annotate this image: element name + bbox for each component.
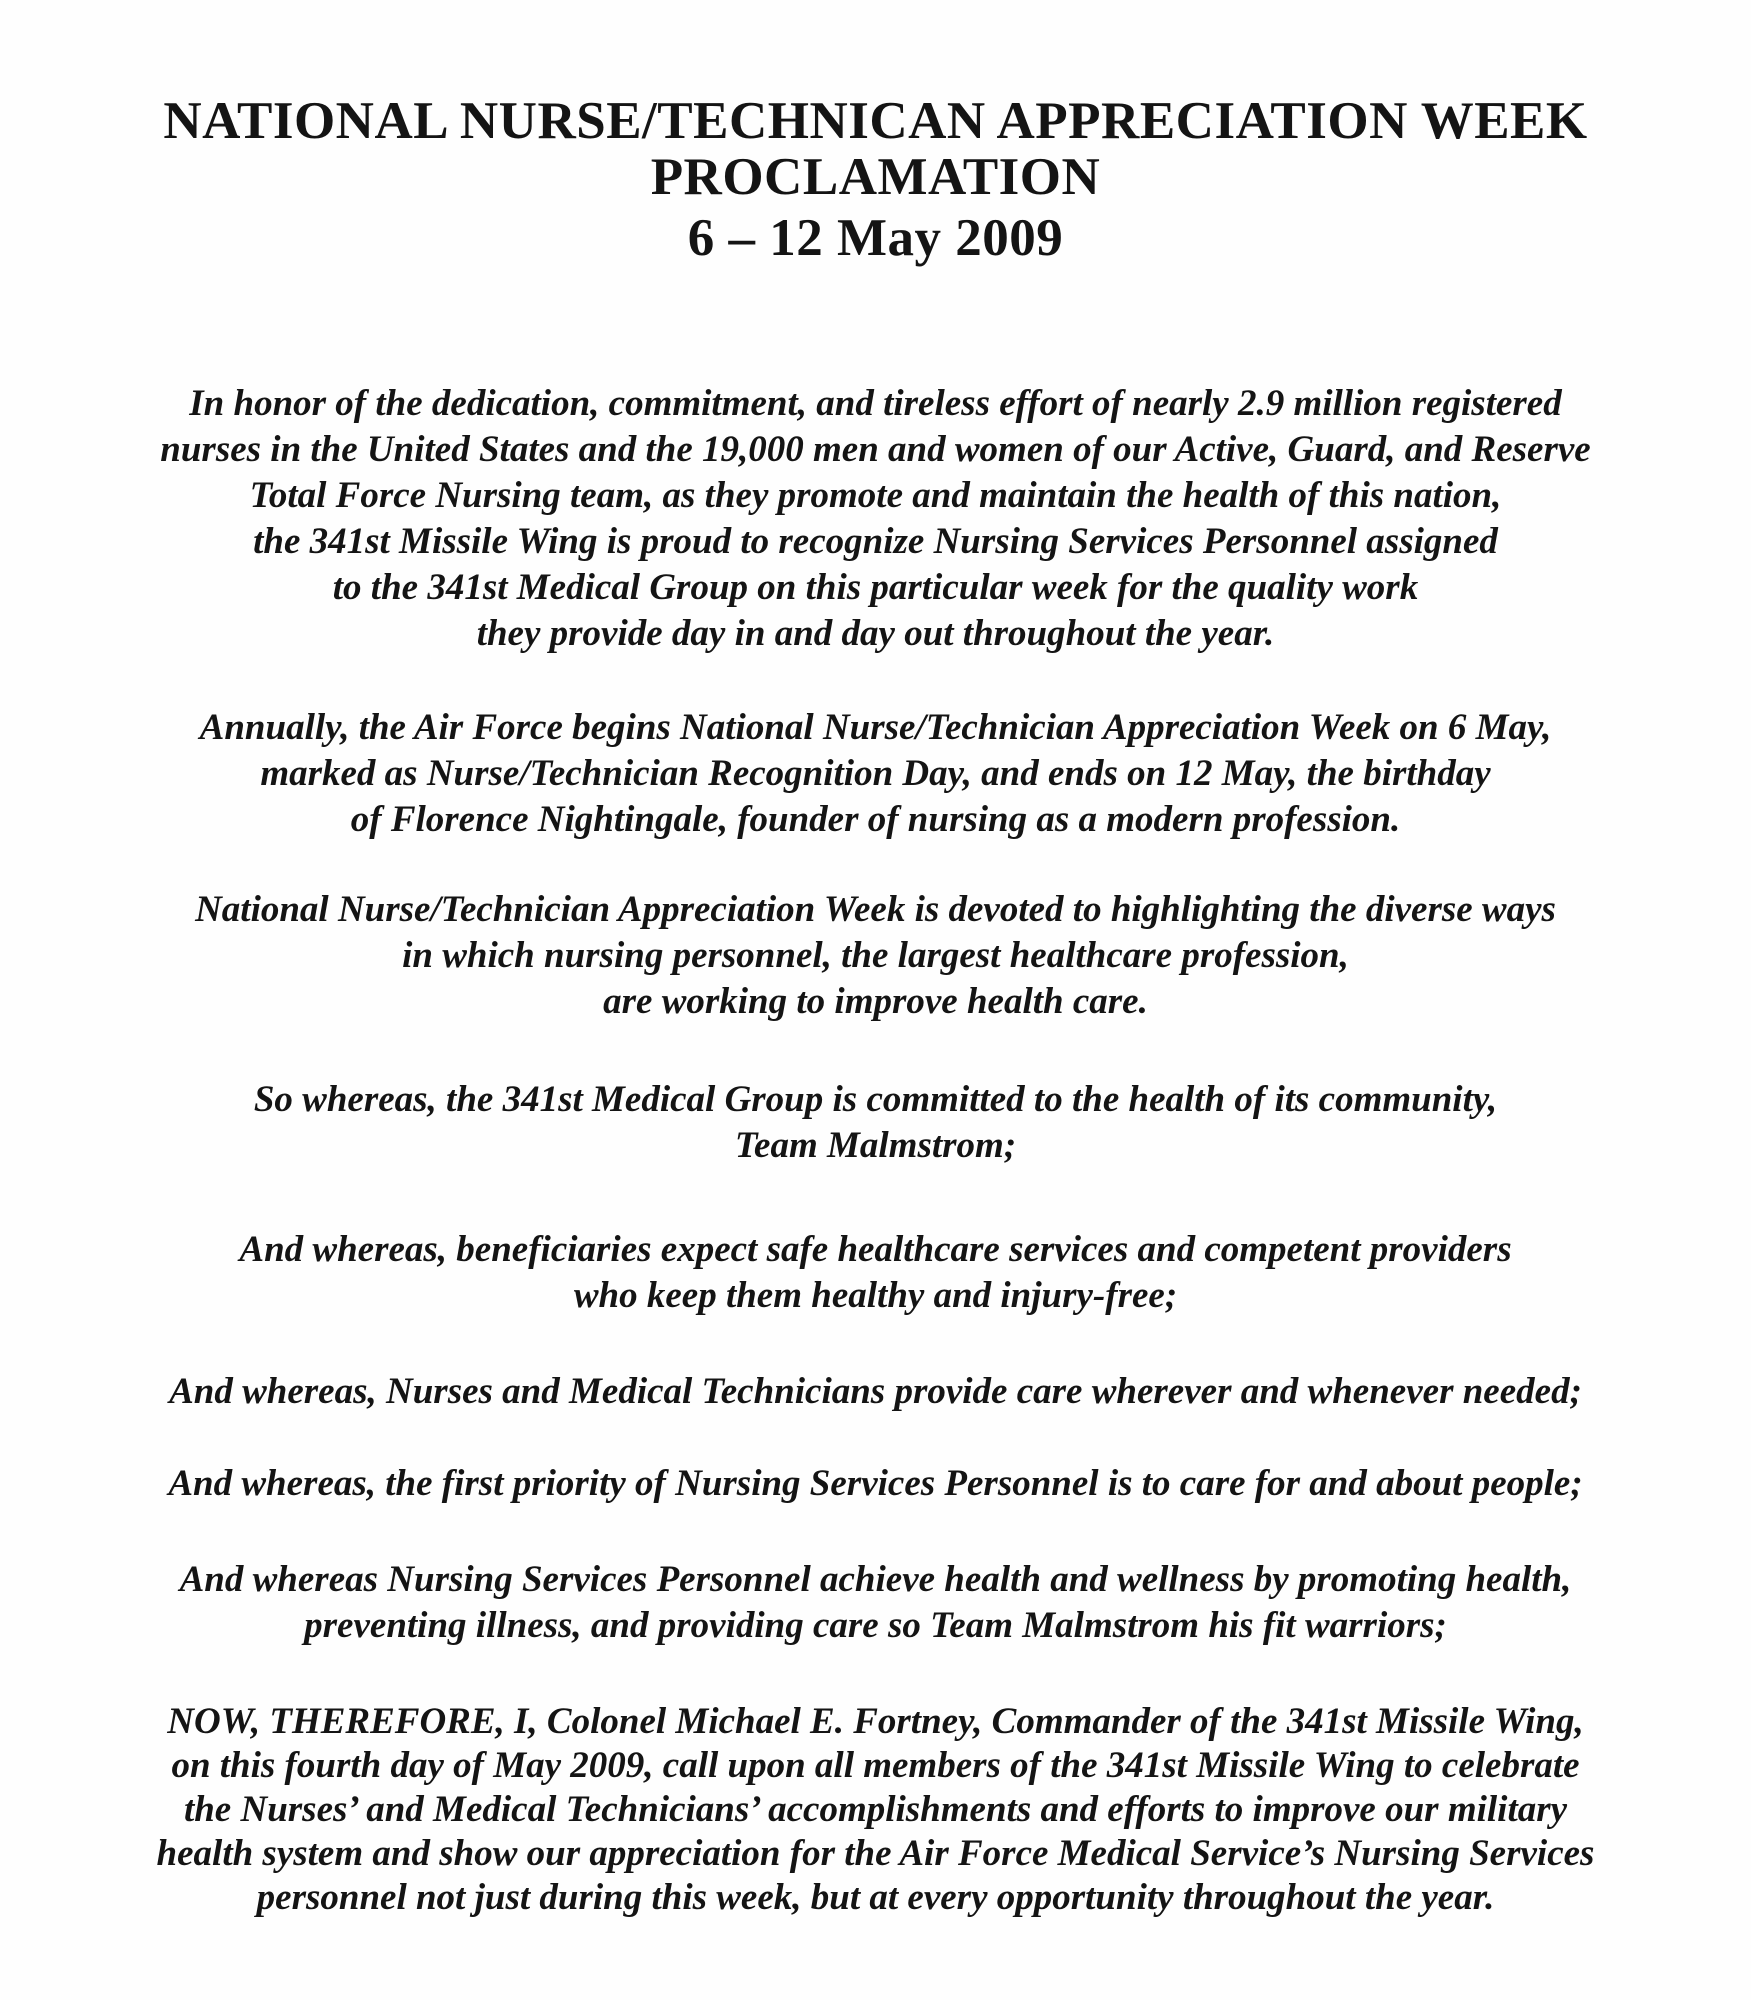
paragraph-9-line-5: personnel not just during this week, but at every opportunity throughout the year. bbox=[256, 1877, 1495, 1918]
paragraph-3-line-3: are working to improve health care. bbox=[603, 981, 1148, 1022]
paragraph-5-line-2: who keep them healthy and injury-free; bbox=[573, 1275, 1178, 1316]
paragraph-2-line-1: Annually, the Air Force begins National Nurse/Technician Appreciation Week on 6 May, bbox=[199, 707, 1552, 748]
paragraph-9-line-2: on this fourth day of May 2009, call upon all members of the 341st Missile Wing to celebrate bbox=[171, 1745, 1580, 1786]
paragraph-9-line-3: the Nurses’ and Medical Technicians’ accomplishments and efforts to improve our military bbox=[183, 1789, 1568, 1830]
paragraph-2-line-2: marked as Nurse/Technician Recognition Day, and ends on 12 May, the birthday bbox=[260, 753, 1491, 794]
paragraph-1-line-1: In honor of the dedication, commitment, and tireless effort of nearly 2.9 million registered bbox=[189, 383, 1562, 424]
paragraph-4-line-1: So whereas, the 341st Medical Group is committed to the health of its community, bbox=[253, 1079, 1498, 1120]
paragraph-3-line-1: National Nurse/Technician Appreciation Week is devoted to highlighting the diverse ways bbox=[195, 889, 1556, 930]
paragraph-8-line-2: preventing illness, and providing care so Team Malmstrom his fit warriors; bbox=[304, 1605, 1447, 1646]
paragraph-1-line-3: Total Force Nursing team, as they promote and maintain the health of this nation, bbox=[249, 475, 1502, 516]
paragraph-5-line-1: And whereas, beneficiaries expect safe healthcare services and competent providers bbox=[239, 1229, 1512, 1270]
paragraph-1-line-2: nurses in the United States and the 19,000 men and women of our Active, Guard, and Reserve bbox=[160, 429, 1591, 470]
paragraph-7-line-1: And whereas, the first priority of Nursing Services Personnel is to care for and about people; bbox=[168, 1463, 1583, 1504]
paragraph-1-line-4: the 341st Missile Wing is proud to recognize Nursing Services Personnel assigned bbox=[253, 521, 1498, 562]
paragraph-9-line-1: NOW, THEREFORE, I, Colonel Michael E. Fortney, Commander of the 341st Missile Wing, bbox=[167, 1701, 1584, 1742]
title-line-2: PROCLAMATION bbox=[650, 148, 1101, 206]
title-line-1: NATIONAL NURSE/TECHNICAN APPRECIATION WEEK bbox=[163, 92, 1588, 150]
paragraph-4-line-2: Team Malmstrom; bbox=[734, 1125, 1017, 1166]
paragraph-9-line-4: health system and show our appreciation for the Air Force Medical Service’s Nursing Services bbox=[156, 1833, 1595, 1874]
paragraph-8-line-1: And whereas Nursing Services Personnel achieve health and wellness by promoting health, bbox=[179, 1559, 1572, 1600]
paragraph-2-line-3: of Florence Nightingale, founder of nursing as a modern profession. bbox=[350, 799, 1401, 840]
paragraph-1-line-6: they provide day in and day out throughout the year. bbox=[476, 613, 1275, 654]
paragraph-6-line-1: And whereas, Nurses and Medical Technicians provide care wherever and whenever needed; bbox=[169, 1371, 1582, 1412]
paragraph-1-line-5: to the 341st Medical Group on this particular week for the quality work bbox=[332, 567, 1419, 608]
date-range: 6 – 12 May 2009 bbox=[687, 209, 1064, 267]
paragraph-3-line-2: in which nursing personnel, the largest healthcare profession, bbox=[402, 935, 1349, 976]
